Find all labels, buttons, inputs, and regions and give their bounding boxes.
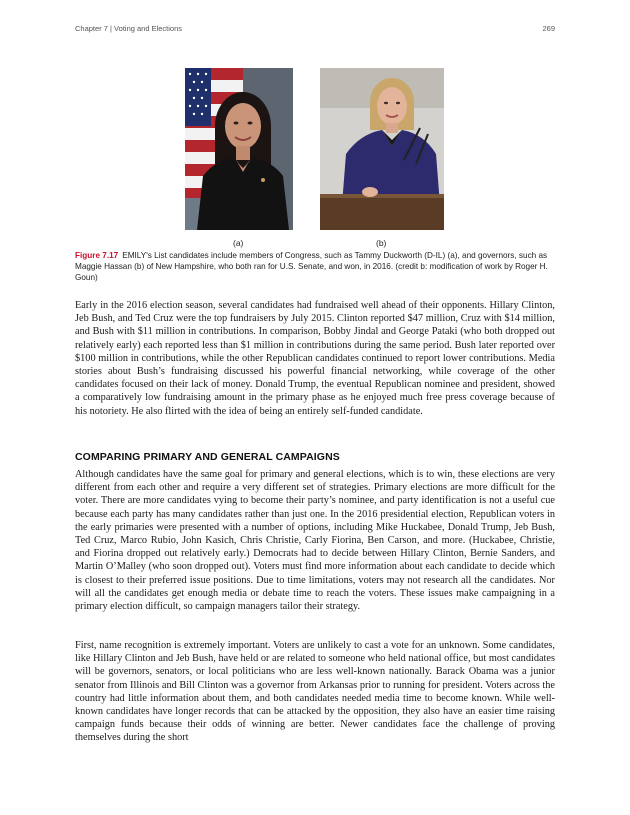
photo-maggie-hassan <box>320 68 444 230</box>
figure-caption <box>75 250 555 284</box>
figure-label: Figure 7.17 <box>75 251 119 260</box>
section-heading: COMPARING PRIMARY AND GENERAL CAMPAIGNS <box>75 451 340 463</box>
figure-caption-text: EMILY's List candidates include members of Congress, such as Tammy Duckworth (D-IL) (a), and governors, such as Maggie Hassan (b) of New Hampshire, who both ran for U.S. Senate, and won, in 2016. (credit b: modification of work by Roger H. Goun) <box>75 251 548 283</box>
subfigure-label-a: (a) <box>233 238 244 248</box>
chapter-title: Chapter 7 | Voting and Elections <box>75 24 183 33</box>
subfigure-label-b: (b) <box>376 238 387 248</box>
running-header <box>75 24 555 36</box>
body-paragraph-3: First, name recognition is extremely important. Voters are unlikely to cast a vote for an unknown. Some candidates, like Hillary Clinton and Jeb Bush, have held or are related to someone who held national office, but most candidates will be governors, senators, or local politicians who are less well-known nationally. Barack Obama was a junior senator from Illinois and Bill Clinton was a governor from Arkansas prior to running for president. Voters across the country had little information about them, and both candidates needed media time to become known. While well-known candidates have longer records that can be attacked by the opposition, they also have an easier time raising campaign funds because their odds of winning are better. Newer candidates face the challenge of proving themselves during the short <box>75 640 555 744</box>
body-paragraph-2: Although candidates have the same goal for primary and general elections, which is to win, these elections are very different from each other and require a very different set of strategies. Primary elections are more difficult for the voter. There are more candidates vying to become their party’s nominee, and party identification is not a useful cue because each party has many candidates rather than just one. In the 2016 presidential election, Republican voters in the early primaries were presented with a number of options, including Mike Huckabee, Donald Trump, Jeb Bush, Ted Cruz, Marco Rubio, John Kasich, Chris Christie, Carly Fiorina, Ben Carson, and more. (Huckabee, Christie, and Fiorina dropped out relatively early.) Democrats had to decide between Hillary Clinton, Bernie Sanders, and Martin O’Malley (who soon dropped out). Voters must find more information about each candidate to decide which is closest to their preferred issue positions. Due to time limitations, voters may not research all the candidates. Nor will all the candidates get enough media or debate time to reach the voters. These issues make campaigning in a primary election difficult, so campaign managers tailor their strategy. <box>75 469 555 613</box>
page-number: 269 <box>542 24 555 33</box>
photo-tammy-duckworth <box>185 68 293 230</box>
body-paragraph-1: Early in the 2016 election season, several candidates had fundraised well ahead of their opponents. Hillary Clinton, Jeb Bush, and Ted Cruz were the top fundraisers by July 2015. Clinton reported $47 million, Cruz with $14 million, and Bush with $11 million in contributions. In comparison, Bobby Jindal and George Pataki (who both dropped out relatively early) each reported less than $1 million in contributions during the same period. Bush later reported over $100 million in contributions, while the other Republican candidates continued to report lower contributions. Media stories about Bush’s fundraising discussed his powerful financial networking, while coverage of the other candidates focused on their lack of money. Donald Trump, the eventual Republican nominee and president, showed a comparatively low fundraising amount in the primary phase as he enjoyed much free press coverage because of his notoriety. He also flirted with the idea of being an entirely self-funded candidate. <box>75 300 555 417</box>
